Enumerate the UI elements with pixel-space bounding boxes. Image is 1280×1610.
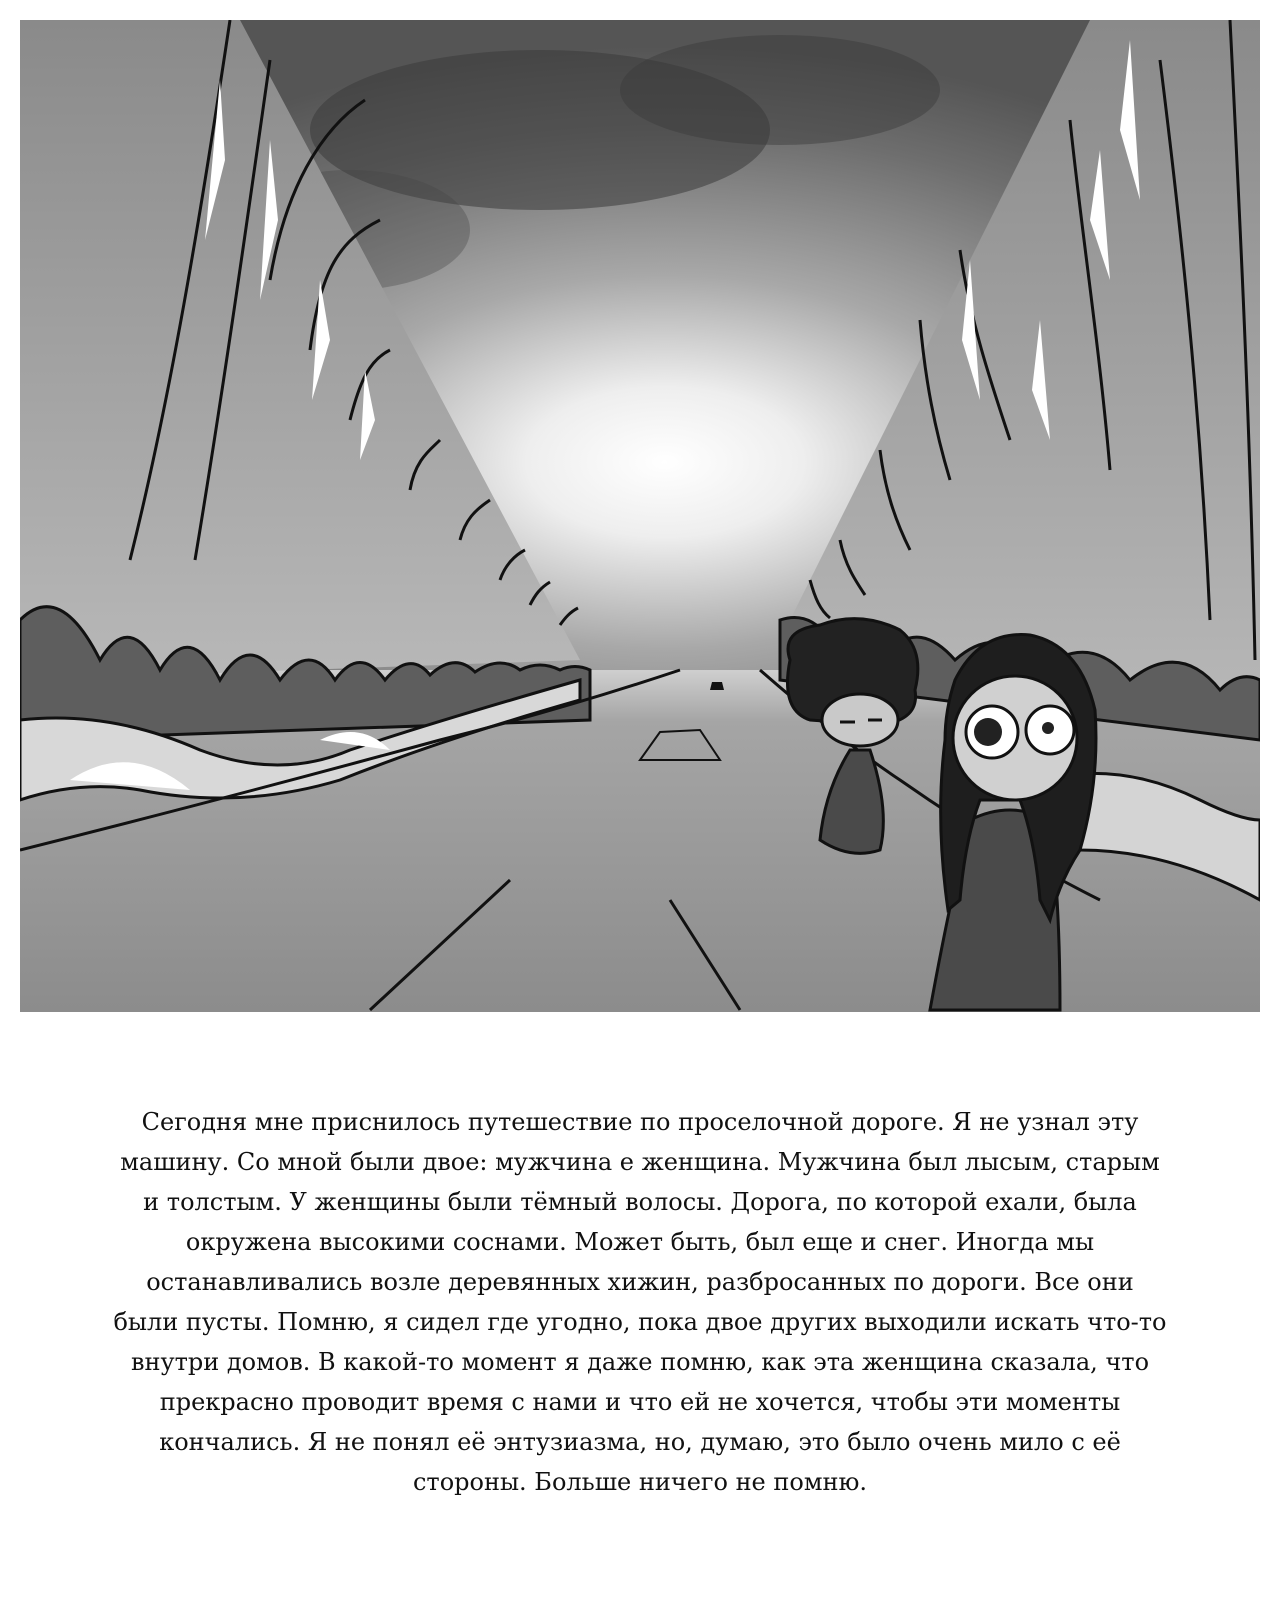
caption-line: были пусты. Помню, я сидел где угодно, пока двое других выходили искать что-то: [113, 1308, 1167, 1336]
caption-line: окружена высокими соснами. Может быть, был еще и снег. Иногда мы: [185, 1228, 1095, 1256]
caption-line: кончались. Я не понял её энтузиазма, но, думаю, это было очень мило с её: [159, 1428, 1121, 1456]
caption-text-block: [30, 1102, 1250, 1502]
caption-line: прекрасно проводит время с нами и что ей не хочется, чтобы эти моменты: [159, 1388, 1121, 1416]
caption-line: машину. Со мной были двое: мужчина е женщина. Мужчина был лысым, старым: [120, 1148, 1160, 1176]
dark-cloud: [620, 35, 940, 145]
caption-line: стороны. Больше ничего не помню.: [412, 1468, 868, 1496]
forest-road-illustration: [20, 20, 1260, 1012]
comic-panel: [20, 20, 1260, 1012]
caption-line: останавливались возле деревянных хижин, разбросанных по дороги. Все они: [146, 1268, 1134, 1296]
caption-line: и толстым. У женщины были тёмный волосы. Дорога, по которой ехали, была: [143, 1188, 1137, 1216]
road-marking: [710, 682, 724, 690]
caption-line: внутри домов. В какой-то момент я даже помню, как эта женщина сказала, что: [130, 1348, 1150, 1376]
caption-line: Сегодня мне приснилось путешествие по проселочной дороге. Я не узнал эту: [141, 1108, 1139, 1136]
